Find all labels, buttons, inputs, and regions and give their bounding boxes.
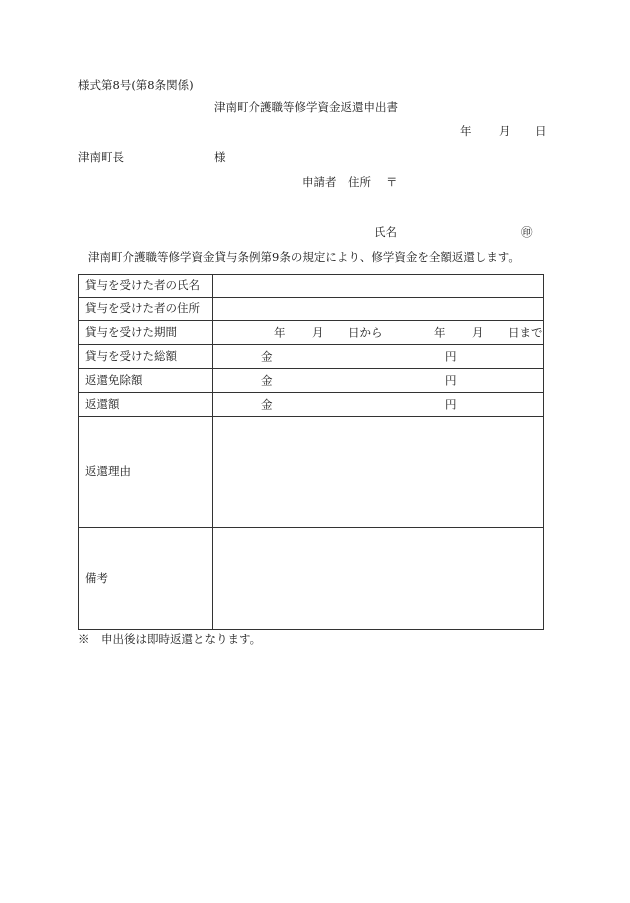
date-year-label: 年 [460,124,472,138]
borrower-address-cell[interactable] [213,298,544,321]
form-title: 津南町介護職等修学資金返還申出書 [214,100,398,114]
applicant-label: 申請者 [302,175,337,189]
table-row [79,298,544,321]
row-label: 返還免除額 [79,369,213,393]
row-label: 備考 [79,528,213,630]
remarks-cell[interactable] [213,528,544,630]
amount-prefix: 金 [261,348,273,363]
row-label: 貸与を受けた者の住所 [79,298,213,321]
date-month-label: 月 [499,124,511,138]
amount-prefix: 金 [261,372,273,387]
table-row [79,528,544,630]
repayment-reason-cell[interactable] [213,417,544,528]
period-year1: 年 [274,324,286,339]
exemption-amount-cell[interactable] [213,369,544,393]
form-number: 様式第8号(第8条関係) [78,78,194,92]
period-day2: 日まで [508,324,543,339]
addressee-honorific: 様 [214,150,226,164]
repayment-amount-cell[interactable] [213,393,544,417]
period-month1: 月 [312,324,324,339]
table-row [79,417,544,528]
address-label: 住所 [348,175,371,189]
table-row [79,321,544,345]
amount-prefix: 金 [261,396,273,411]
postal-mark: 〒 [386,175,398,189]
loan-period-cell[interactable] [213,321,544,345]
addressee-name: 津南町長 [78,150,124,164]
period-month2: 月 [472,324,484,339]
name-label: 氏名 [374,225,397,239]
seal-icon: ㊞ [521,225,533,239]
borrower-name-cell[interactable] [213,275,544,298]
footnote: ※ 申出後は即時返還となります。 [78,632,262,646]
row-label: 返還理由 [79,417,213,528]
table-row [79,369,544,393]
body-text: 津南町介護職等修学資金貸与条例第9条の規定により、修学資金を全額返還します。 [88,250,520,264]
table-row [79,275,544,298]
total-amount-cell[interactable] [213,345,544,369]
amount-suffix: 円 [445,396,457,411]
application-table [78,274,544,630]
row-label: 貸与を受けた総額 [79,345,213,369]
row-label: 貸与を受けた期間 [79,321,213,345]
table-row [79,393,544,417]
row-label: 貸与を受けた者の氏名 [79,275,213,298]
period-year2: 年 [434,324,446,339]
table-row [79,345,544,369]
amount-suffix: 円 [445,372,457,387]
row-label: 返還額 [79,393,213,417]
amount-suffix: 円 [445,348,457,363]
period-day1: 日から [348,324,383,339]
date-day-label: 日 [535,124,547,138]
